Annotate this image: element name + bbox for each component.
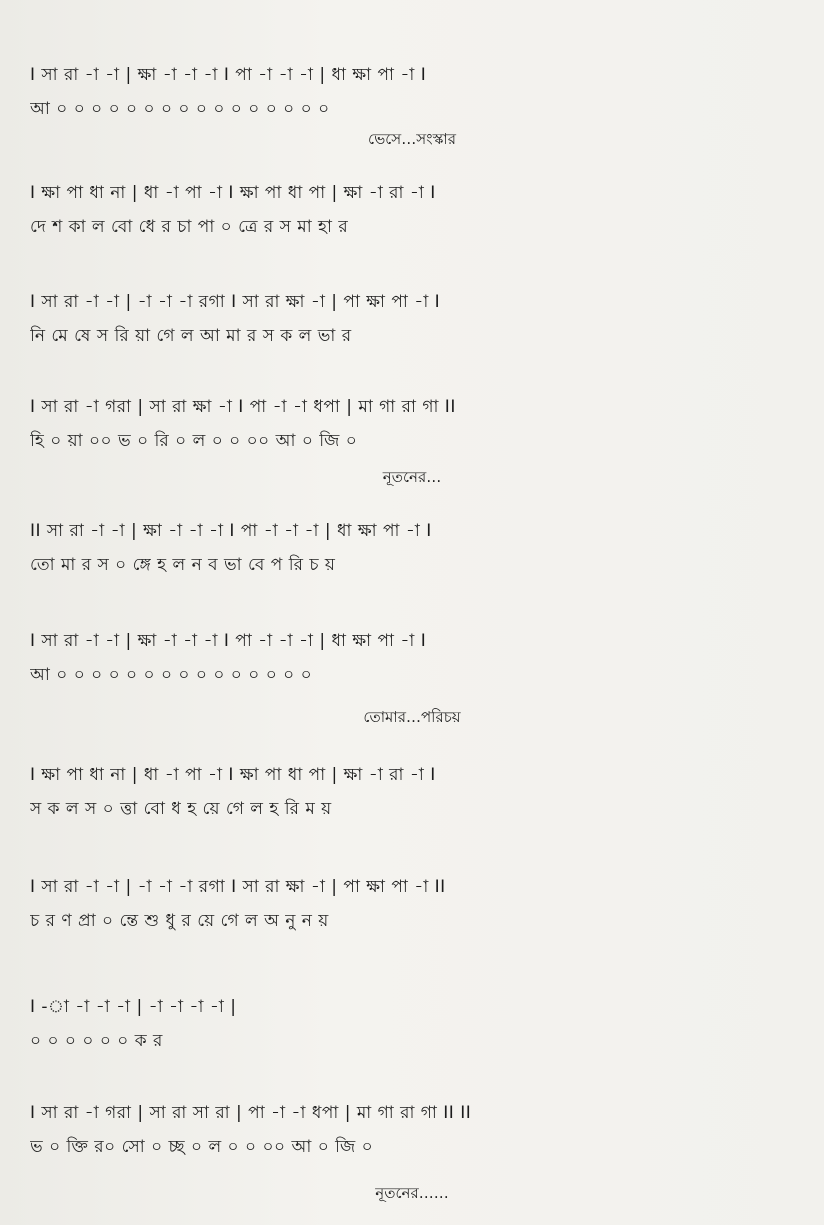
stanza-4 xyxy=(30,390,800,458)
lyric-line: হি ০ য়া ০০ ভ ০ রি ০ ল ০ ০ ০০ আ ০ জি ০ xyxy=(30,431,358,451)
notation-line: I ক্ষা পা ধা না | ধা -া পা -া I ক্ষা পা ধা পা | ক্ষা -া রা -া I xyxy=(30,183,436,203)
stanza-3 xyxy=(30,285,800,353)
notation-line: I সা রা -া গরা | সা রা ক্ষা -া I পা -া -া ধপা | মা গা রা গা II xyxy=(30,397,456,417)
section-caption: তোমার…পরিচয় xyxy=(363,708,461,726)
notation-line: I সা রা -া গরা | সা রা সা রা | পা -া -া ধপা | মা গা রা গা II II xyxy=(30,1103,472,1123)
lyric-line: চ র ণ প্রা ০ ন্তে শু ধু র য়ে গে ল অ নু ন য় xyxy=(30,911,329,931)
notation-line: I সা রা -া -া | ক্ষা -া -া -া I পা -া -া -া | ধা ক্ষা পা -া I xyxy=(30,65,427,85)
section-caption: নূতনের…… xyxy=(375,1184,449,1202)
lyric-line: তো মা র স ০ ঙ্গে হ ল ন ব ভা বে প রি চ য় xyxy=(30,555,336,575)
stanza-8 xyxy=(30,870,800,938)
section-caption: ভেসে…সংস্কার xyxy=(368,130,456,148)
stanza-2 xyxy=(30,176,800,244)
lyric-line: আ ০ ০ ০ ০ ০ ০ ০ ০ ০ ০ ০ ০ ০ ০ ০ ০ xyxy=(30,99,330,119)
lyric-line: নি মে ষে স রি য়া গে ল আ মা র স ক ল ভা র xyxy=(30,326,352,346)
lyric-line: ০ ০ ০ ০ ০ ০ ক র xyxy=(30,1031,163,1051)
notation-line: I -া -া -া -া | -া -া -া -া | xyxy=(30,997,237,1017)
stanza-10 xyxy=(30,1096,800,1164)
notation-line: I ক্ষা পা ধা না | ধা -া পা -া I ক্ষা পা ধা পা | ক্ষা -া রা -া I xyxy=(30,765,436,785)
section-caption: নূতনের… xyxy=(382,468,442,486)
stanza-6 xyxy=(30,624,800,692)
notation-line: I সা রা -া -া | ক্ষা -া -া -া I পা -া -া -া | ধা ক্ষা পা -া I xyxy=(30,631,427,651)
lyric-line: দে শ কা ল বো ধে র চা পা ০ ত্রে র স মা হা র xyxy=(30,217,349,237)
stanza-1 xyxy=(30,58,800,126)
stanza-5 xyxy=(30,514,800,582)
stanza-7 xyxy=(30,758,800,826)
lyric-line: ভ ০ ক্তি র০ সো ০ চ্ছ ০ ল ০ ০ ০০ আ ০ জি ০ xyxy=(30,1137,374,1157)
lyric-line: আ ০ ০ ০ ০ ০ ০ ০ ০ ০ ০ ০ ০ ০ ০ ০ xyxy=(30,665,313,685)
lyric-line: স ক ল স ০ ত্তা বো ধ হ য়ে গে ল হ রি ম য় xyxy=(30,799,332,819)
notation-line: II সা রা -া -া | ক্ষা -া -া -া I পা -া -া -া | ধা ক্ষা পা -া I xyxy=(30,521,432,541)
stanza-9 xyxy=(30,990,800,1058)
notation-line: I সা রা -া -া | -া -া -া রগা I সা রা ক্ষা -া | পা ক্ষা পা -া II xyxy=(30,877,446,897)
notation-line: I সা রা -া -া | -া -া -া রগা I সা রা ক্ষা -া | পা ক্ষা পা -া I xyxy=(30,292,441,312)
